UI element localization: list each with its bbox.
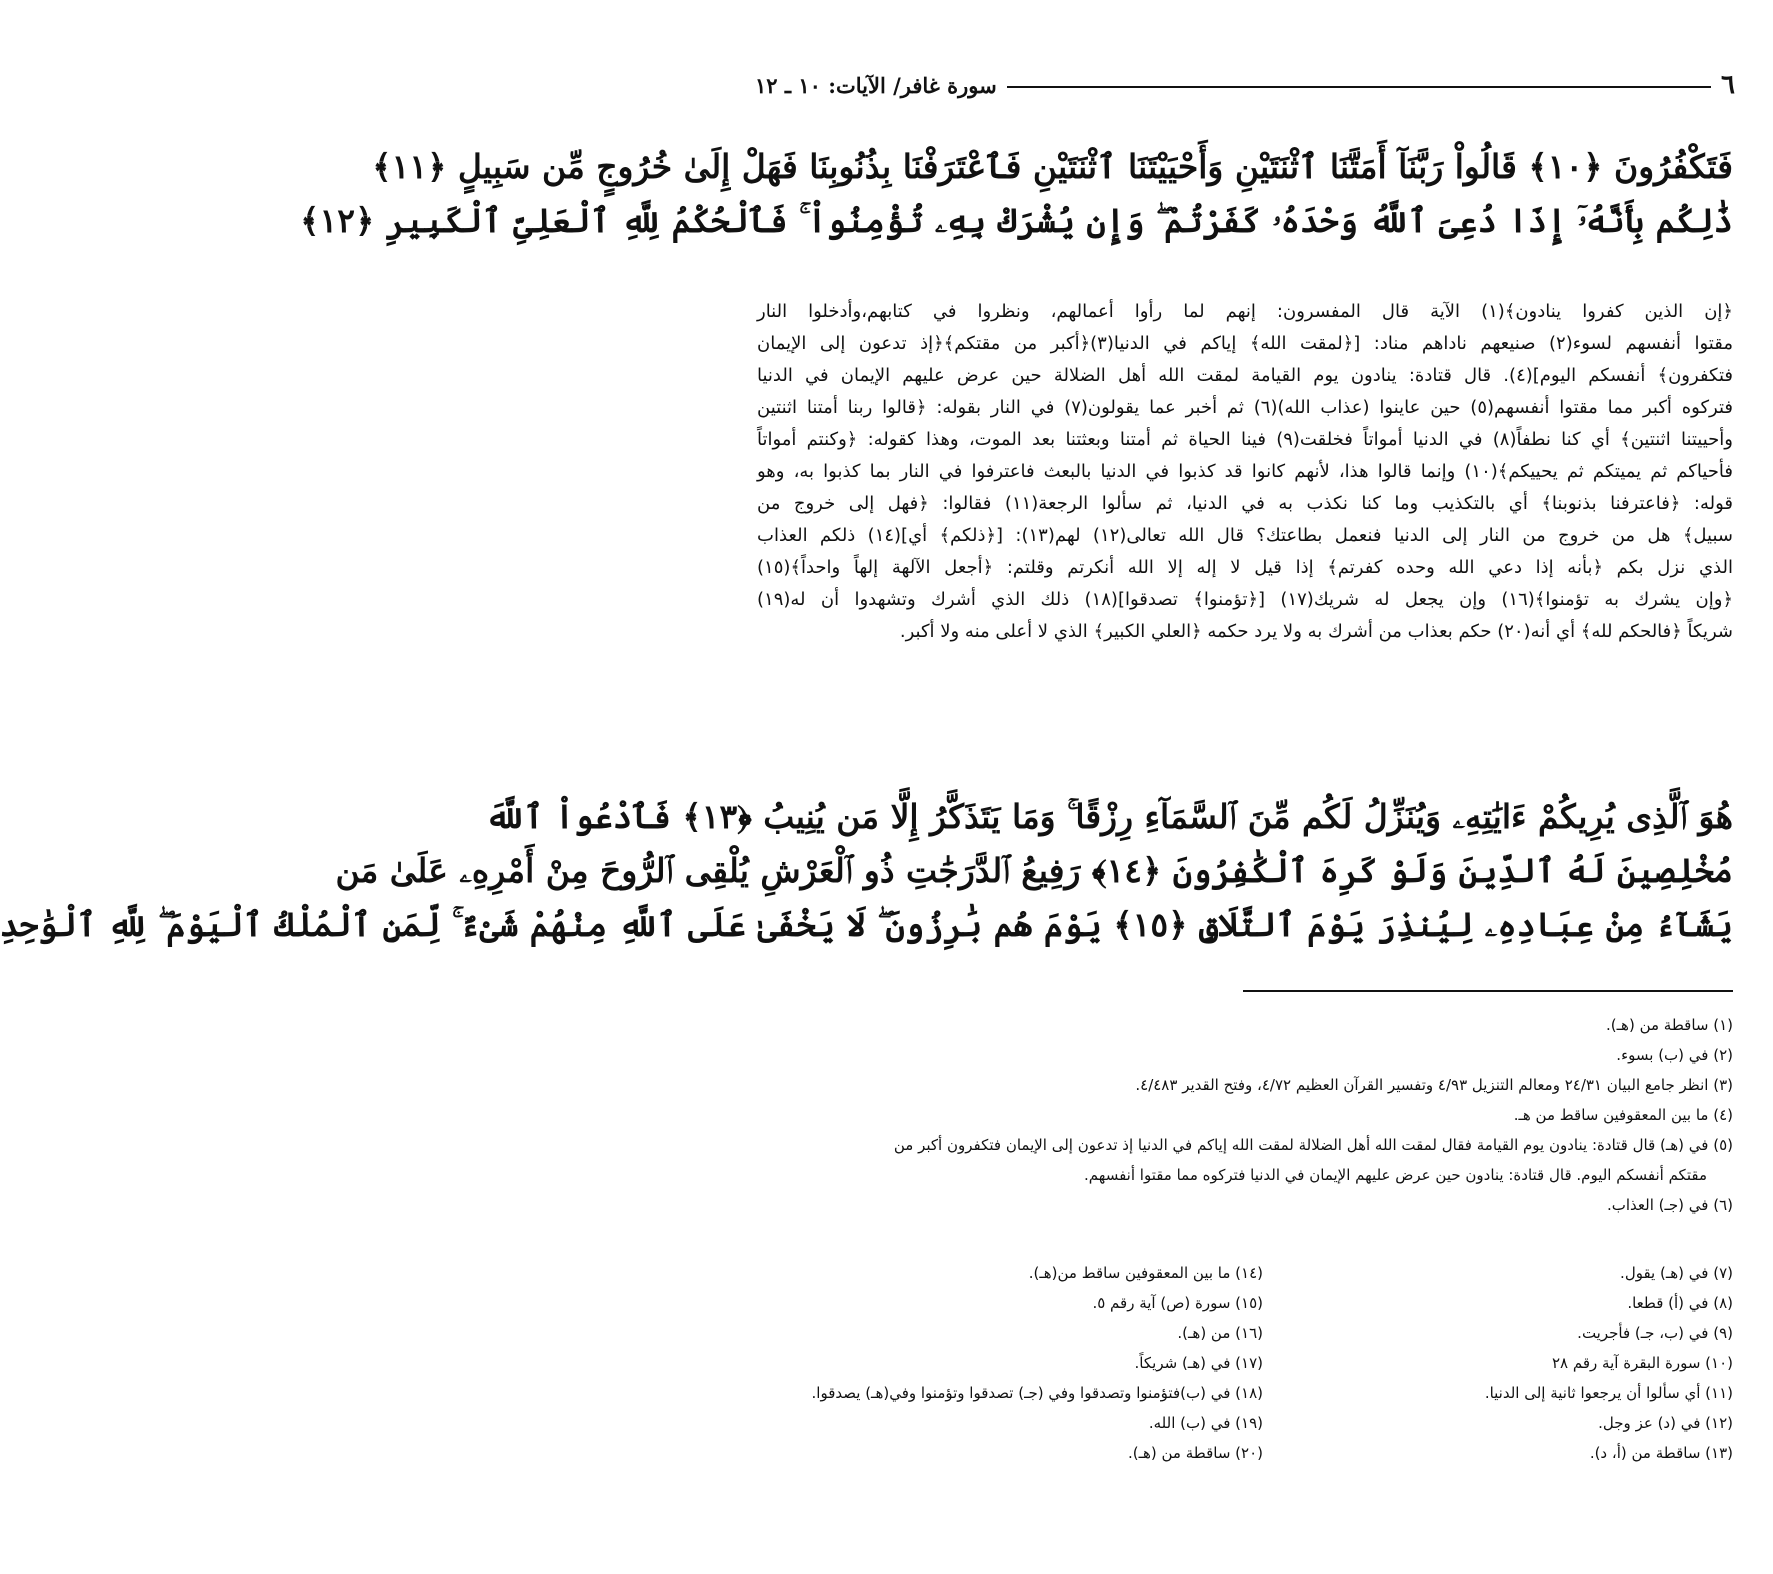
quran-verses-bottom xyxy=(0,790,1733,952)
commentary-line: وأحييتنا اثنتين﴾ أي كنا نطفاً(٨) في الدنيا أمواتاً فخلقت(٩) فينا الحياة ثم أمتنا وبعثتنا بعد الموت، وهذا كقوله: ﴿وكنتم أمواتاً xyxy=(757,429,1733,450)
commentary-line: ﴿وإن يشرك به تؤمنوا﴾(١٦) وإن يجعل له شريك(١٧) [﴿تؤمنوا﴾ تصدقوا](١٨) ذلك الذي أشرك وتشهدوا أن له(١٩) xyxy=(757,589,1733,610)
footnote: (١١) أي سألوا أن يرجعوا ثانية إلى الدنيا. xyxy=(1484,1384,1733,1402)
footnote: (١٦) من (هـ). xyxy=(1177,1324,1263,1342)
footnote: (٢) في (ب) بسوء. xyxy=(1616,1046,1733,1064)
footnote: (١٢) في (د) عز وجل. xyxy=(1598,1414,1733,1432)
commentary-line: فتركوه أكبر مما مقتوا أنفسهم(٥) حين عاينوا (عذاب الله)(٦) ثم أخبر عما يقولون(٧) في النار بقوله: ﴿قالوا ربنا أمتنا اثنتين xyxy=(757,397,1733,418)
quran-line: ذَٰلِكُم بِأَنَّهُۥٓ إِذَا دُعِىَ ٱللَّهُ وَحْدَهُۥ كَفَرْتُمْ ۖ وَإِن يُشْرَكْ بِهِۦ تُؤْمِنُواْ ۚ فَٱلْحُكْمُ لِلَّهِ ٱلْعَلِىِّ ٱلْكَبِيرِ ﴿١٢﴾ xyxy=(300,201,1733,240)
footnote: (١٧) في (هـ) شريكاً. xyxy=(1134,1354,1263,1372)
footnote: (٤) ما بين المعقوفين ساقط من هـ. xyxy=(1513,1106,1733,1124)
footnotes-full xyxy=(757,1010,1733,1220)
footnotes-columns xyxy=(757,1258,1733,1498)
footnote: (٨) في (أ) قطعا. xyxy=(1627,1294,1733,1312)
quran-line: يَشَآءُ مِنْ عِبَادِهِۦ لِيُنذِرَ يَوْمَ ٱلتَّلَاقِ ﴿١٥﴾ يَوْمَ هُم بَٰرِزُونَ ۖ لَا يَخْفَىٰ عَلَى ٱللَّهِ مِنْهُمْ شَىْءٌ ۚ لِّمَنِ ٱلْمُلْكُ ٱلْيَوْمَ ۖ لِلَّهِ ٱلْوَٰحِدِ xyxy=(0,905,1733,944)
footnote: (١٥) سورة (ص) آية رقم ٥. xyxy=(1092,1294,1263,1312)
quran-line: فَتَكْفُرُونَ ﴿١٠﴾ قَالُواْ رَبَّنَآ أَمَتَّنَا ٱثْنَتَيْنِ وَأَحْيَيْتَنَا ٱثْنَتَيْنِ فَٱعْتَرَفْنَا بِذُنُوبِنَا فَهَلْ إِلَىٰ خُرُوجٍ مِّن سَبِيلٍ ﴿١١﴾ xyxy=(372,147,1733,186)
commentary-line: الذي نزل بكم ﴿بأنه إذا دعي الله وحده كفرتم﴾ إذا قيل لا إله إلا الله أنكرتم وقلتم: ﴿أجعل الآلهة إلهاً واحداً﴾(١٥) xyxy=(757,557,1733,578)
footnote: (٢٠) ساقطة من (هـ). xyxy=(1127,1444,1263,1462)
footnote: (٧) في (هـ) يقول. xyxy=(1620,1264,1733,1282)
footnotes-left-column xyxy=(757,1258,1263,1468)
commentary-line: مقتوا أنفسهم لسوء(٢) صنيعهم ناداهم مناد: [﴿لمقت الله﴾ إياكم في الدنيا(٣)﴿أكبر من مقتكم﴾﴿إذ تدعون إلى الإيمان xyxy=(757,333,1733,354)
footnote-continuation: مقتكم أنفسكم اليوم. قال قتادة: ينادون حين عرض عليهم الإيمان في الدنيا فتركوه مما مقتوا أنفسهم. xyxy=(1084,1166,1707,1184)
footnotes-right-column xyxy=(1303,1258,1733,1468)
footnote: (١٩) في (ب) الله. xyxy=(1148,1414,1263,1432)
header-rule xyxy=(1007,86,1711,88)
page-number: ٦ xyxy=(1721,70,1735,100)
footnote: (١٨) في (ب)فتؤمنوا وتصدقوا وفي (جـ) تصدقوا وتؤمنوا وفي(هـ) يصدقوا. xyxy=(811,1384,1263,1402)
commentary-line: فأحياكم ثم يميتكم ثم يحييكم﴾(١٠) وإنما قالوا هذا، لأنهم كانوا قد كذبوا في الدنيا بالبعث فاعترفوا في النار بما كذبوا به، وهو xyxy=(757,461,1733,482)
page-header xyxy=(755,68,1735,102)
footnote: (١٤) ما بين المعقوفين ساقط من(هـ). xyxy=(1028,1264,1263,1282)
quran-line: هُوَ ٱلَّذِى يُرِيكُمْ ءَايَٰتِهِۦ وَيُنَزِّلُ لَكُم مِّنَ ٱلسَّمَآءِ رِزْقًا ۚ وَمَا يَتَذَكَّرُ إِلَّا مَن يُنِيبُ ﴿١٣﴾ فَٱدْعُواْ ٱللَّهَ xyxy=(485,797,1733,836)
commentary-line: فتكفرون﴾ أنفسكم اليوم](٤). قال قتادة: ينادون يوم القيامة لمقت الله أهل الضلالة حين عرض عليهم الإيمان في الدنيا xyxy=(757,365,1733,386)
commentary-line: قوله: ﴿فاعترفنا بذنوبنا﴾ أي بالتكذيب وما كنا نكذب به في الدنيا، ثم سألوا الرجعة(١١) فقالوا: ﴿فهل إلى خروج من xyxy=(757,493,1733,514)
footnote: (٩) في (ب، جـ) فأجريت. xyxy=(1577,1324,1733,1342)
surah-title: سورة غافر/ الآيات: ١٠ ـ ١٢ xyxy=(755,72,997,98)
footnote: (١٠) سورة البقرة آية رقم ٢٨ xyxy=(1552,1354,1733,1372)
commentary-line: سبيل﴾ هل من خروج من النار إلى الدنيا فنعمل بطاعتك؟ قال الله تعالى(١٢) لهم(١٣): [﴿ذلكم﴾ أي](١٤) ذلكم العذاب xyxy=(757,525,1733,546)
footnote: (٥) في (هـ) قال قتادة: ينادون يوم القيامة فقال لمقت الله أهل الضلالة لمقت الله إياكم في الدنيا إذ تدعون إلى الإيمان فتكفرون أكبر من xyxy=(893,1136,1733,1154)
footnote: (٦) في (جـ) العذاب. xyxy=(1606,1196,1733,1214)
footnote: (١) ساقطة من (هـ). xyxy=(1606,1016,1733,1034)
tafsir-commentary xyxy=(757,296,1733,648)
quran-line: مُخْلِصِينَ لَهُ ٱلدِّينَ وَلَوْ كَرِهَ ٱلْكَٰفِرُونَ ﴿١٤﴾ رَفِيعُ ٱلدَّرَجَٰتِ ذُو ٱلْعَرْشِ يُلْقِى ٱلرُّوحَ مِنْ أَمْرِهِۦ عَلَىٰ مَن xyxy=(335,851,1733,890)
footnote-separator xyxy=(1243,990,1733,992)
footnote: (١٣) ساقطة من (أ، د). xyxy=(1589,1444,1733,1462)
footnote: (٣) انظر جامع البيان ٢٤/٣١ ومعالم التنزيل ٤/٩٣ وتفسير القرآن العظيم ٤/٧٢، وفتح القدير ٤/٤٨٣. xyxy=(1135,1076,1733,1094)
quran-verses-top xyxy=(300,140,1733,248)
commentary-line: شريكاً ﴿فالحكم لله﴾ أي أنه(٢٠) حكم بعذاب من أشرك به ولا يرد حكمه ﴿العلي الكبير﴾ الذي لا أعلى منه ولا أكبر. xyxy=(899,621,1733,642)
commentary-line: ﴿إن الذين كفروا ينادون﴾(١) الآية قال المفسرون: إنهم لما رأوا أعمالهم، ونظروا في كتابهم،وأدخلوا النار xyxy=(757,301,1733,322)
